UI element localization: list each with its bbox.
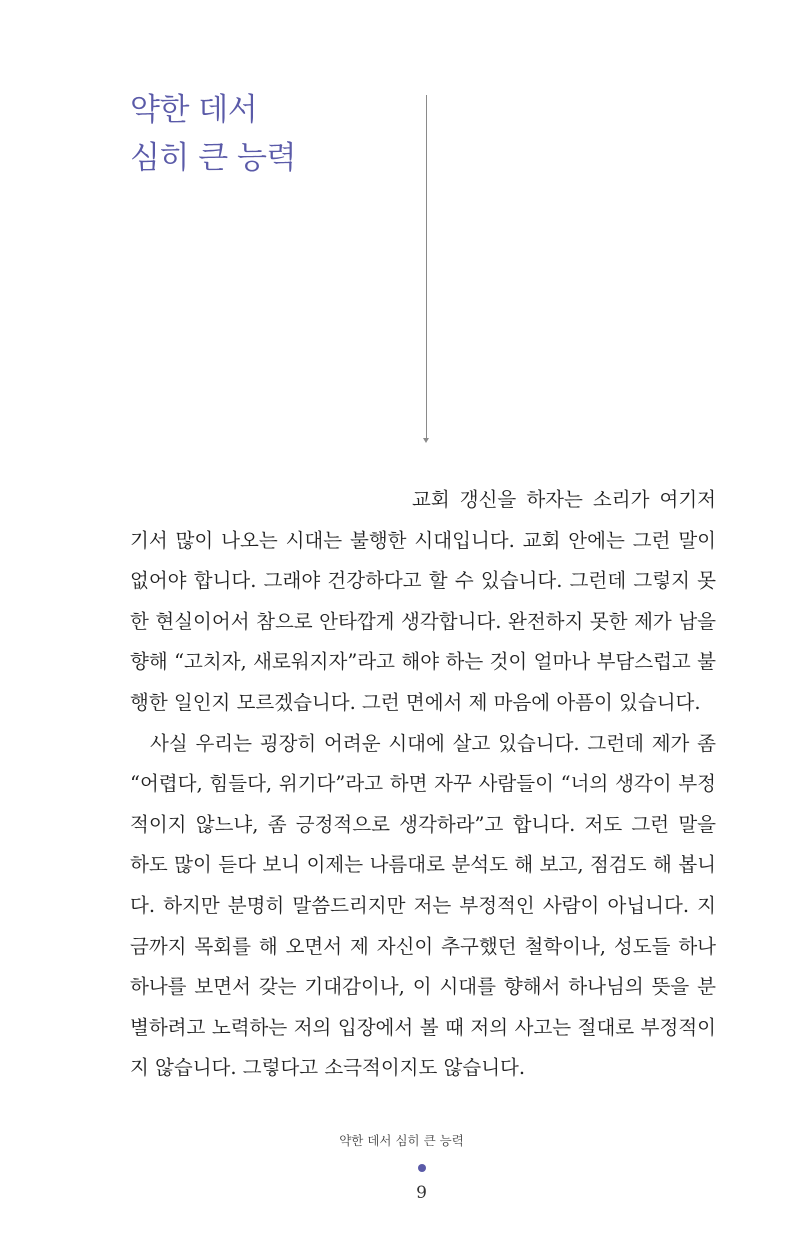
divider-arrow-icon: [423, 438, 429, 443]
chapter-title: [130, 86, 296, 182]
body-paragraph: 사실 우리는 굉장히 어려운 시대에 살고 있습니다. 그런데 제가 좀 “어렵다, 힘들다, 위기다”라고 하면 자꾸 사람들이 “너의 생각이 부정적이지 않느냐, 좀 긍정적으로 생각하라”고 합니다. 저도 그런 말을 하도 많이 듣다 보니 이제는 나름대로 분석도 해 보고, 점검도 해 봅니다. 하지만 분명히 말씀드리지만 저는 부정적인 사람이 아닙니다. 지금까지 목회를 해 오면서 제 자신이 추구했던 철학이나, 성도들 하나하나를 보면서 갖는 기대감이나, 이 시대를 향해서 하나님의 뜻을 분별하려고 노력하는 저의 입장에서 볼 때 저의 사고는 절대로 부정적이지 않습니다. 그렇다고 소극적이지도 않습니다.: [130, 731, 716, 1080]
page-number: 9: [416, 1183, 427, 1203]
running-title: 약한 데서 심히 큰 능력: [339, 1133, 464, 1148]
body-paragraph: 교회 갱신을 하자는 소리가 여기저기서 많이 나오는 시대는 불행한 시대입니다. 교회 안에는 그런 말이 없어야 합니다. 그래야 건강하다고 할 수 있습니다. 그런데 그렇지 못한 현실이어서 참으로 안타깝게 생각합니다. 완전하지 못한 제가 남을 향해 “고치자, 새로워지자”라고 해야 하는 것이 얼마나 부담스럽고 불행한 일인지 모르겠습니다. 그런 면에서 제 마음에 아픔이 있습니다.: [130, 488, 716, 714]
footer-dot-icon: [418, 1164, 426, 1172]
chapter-title-line-1: 약한 데서: [130, 92, 258, 128]
vertical-divider-line: [426, 95, 427, 440]
chapter-title-line-2: 심히 큰 능력: [130, 140, 296, 176]
body-text: [130, 480, 716, 1089]
